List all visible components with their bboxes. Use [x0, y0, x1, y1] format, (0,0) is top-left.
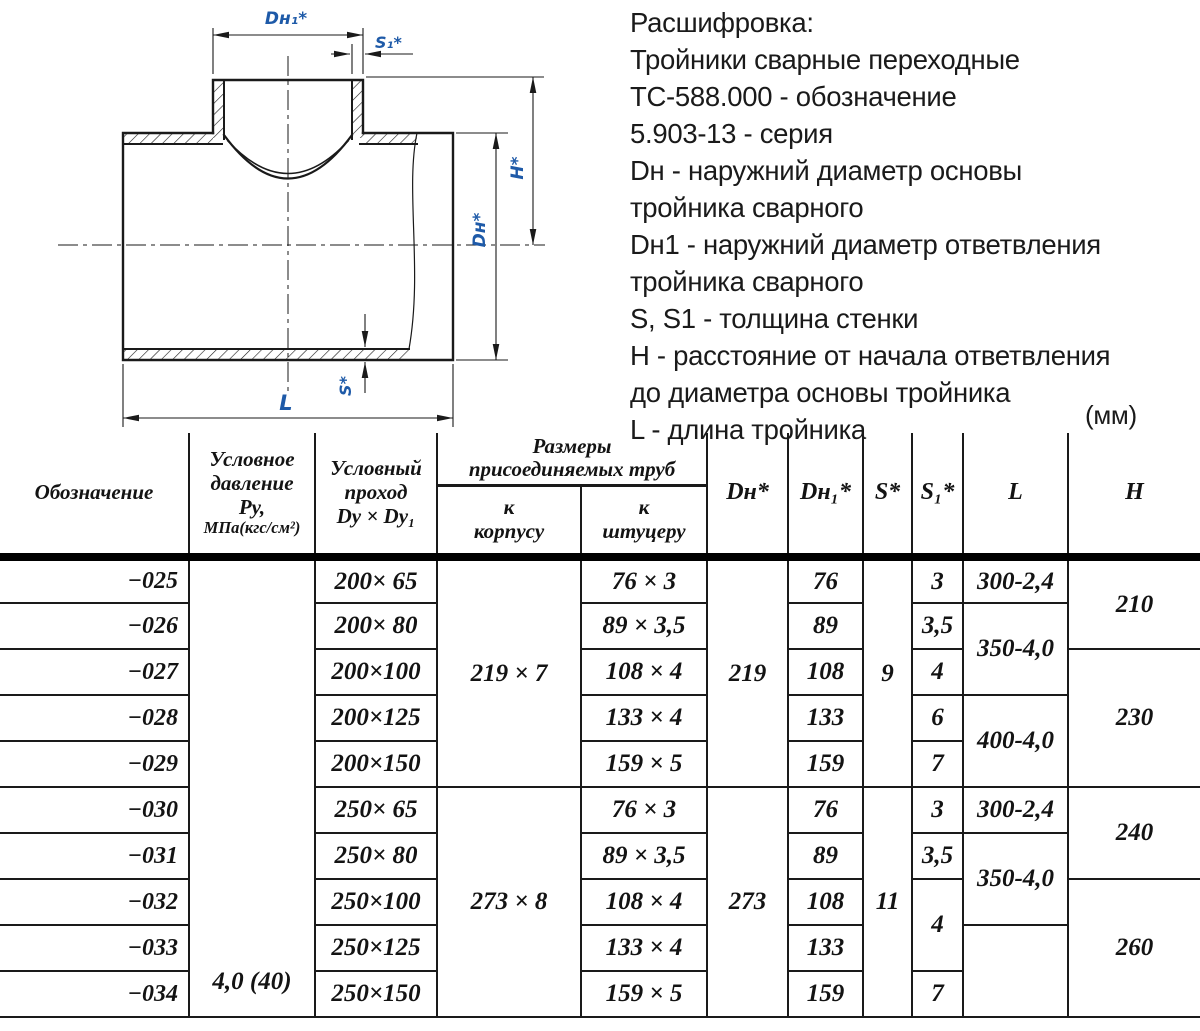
header-line: штуцеру	[602, 518, 686, 543]
cell-des: −034	[0, 971, 189, 1017]
cell-s1: 3	[912, 787, 963, 833]
cell-du: 200×100	[315, 649, 437, 695]
col-header-designation: Обозначение	[0, 433, 189, 557]
cell-H: 210	[1068, 557, 1200, 649]
table-row	[0, 695, 1200, 741]
cell-sht: 108 × 4	[581, 649, 707, 695]
cell-dn1: 108	[788, 879, 863, 925]
col-header-to-branch	[581, 485, 707, 557]
dim-label-dn: Dн*	[470, 212, 490, 248]
decode-line: 5.903-13 - серия	[630, 118, 833, 149]
cell-sht: 133 × 4	[581, 925, 707, 971]
decode-line: тройника сварного	[630, 266, 864, 297]
cell-dn1: 76	[788, 787, 863, 833]
decode-text-block	[630, 4, 1196, 448]
dimensions-table	[0, 433, 1200, 1018]
dim-label-s: S*	[336, 376, 355, 396]
dim-label-h: H*	[508, 156, 528, 180]
hatching	[123, 80, 417, 360]
header-line: МПа(кгс/см²)	[203, 518, 301, 538]
cell-s1: 4	[912, 649, 963, 695]
cell-korp: 219 × 7	[437, 557, 581, 787]
col-header-pipes-group	[437, 433, 707, 485]
col-header-to-body	[437, 485, 581, 557]
cell-L: 400-4,0	[963, 695, 1068, 787]
cell-L: 350-4,0	[963, 603, 1068, 695]
cell-L: 300-2,4	[963, 787, 1068, 833]
col-header-dn1: Dн₁*	[788, 433, 863, 557]
header-line: к	[638, 495, 650, 520]
header-line: давление	[210, 470, 294, 495]
col-header-s1: S₁*	[912, 433, 963, 557]
cell-du: 200× 80	[315, 603, 437, 649]
cell-dn: 219	[707, 557, 788, 787]
cell-du: 250× 80	[315, 833, 437, 879]
cell-des: −029	[0, 741, 189, 787]
cell-sht: 89 × 3,5	[581, 603, 707, 649]
cell-s: 9	[863, 557, 912, 787]
dim-label-s1: S₁*	[375, 33, 402, 52]
table-row	[0, 557, 1200, 603]
decode-line: L - длина тройника	[630, 414, 866, 445]
decode-line: Dн - наружний диаметр основы	[630, 155, 1022, 186]
decode-line: Тройники сварные переходные	[630, 44, 1020, 75]
cell-des: −025	[0, 557, 189, 603]
units-label: (мм)	[1085, 400, 1137, 430]
cell-dn1: 159	[788, 971, 863, 1017]
cell-s1: 7	[912, 971, 963, 1017]
cell-s: 11	[863, 787, 912, 1017]
header-line: Ру,	[238, 494, 266, 519]
cell-sht: 76 × 3	[581, 557, 707, 603]
cell-s1: 3	[912, 557, 963, 603]
cell-des: −033	[0, 925, 189, 971]
header-line: корпусу	[473, 518, 545, 543]
cell-des: −032	[0, 879, 189, 925]
decode-line: Н - расстояние от начала ответвления	[630, 340, 1111, 371]
cell-s1: 3,5	[912, 833, 963, 879]
cell-dn1: 76	[788, 557, 863, 603]
table-row	[0, 603, 1200, 649]
dimensions-table-body	[0, 557, 1200, 1017]
decode-line: тройника сварного	[630, 192, 864, 223]
cell-dn1: 133	[788, 695, 863, 741]
cell-sht: 133 × 4	[581, 695, 707, 741]
header-line: проход	[344, 480, 408, 505]
cell-sht: 159 × 5	[581, 741, 707, 787]
header-line: Условный	[330, 456, 422, 481]
cell-sht: 89 × 3,5	[581, 833, 707, 879]
cell-du: 250×100	[315, 879, 437, 925]
decode-line: Расшифровка:	[630, 7, 814, 38]
table-row	[0, 833, 1200, 879]
cell-sht: 76 × 3	[581, 787, 707, 833]
cell-dn1: 89	[788, 603, 863, 649]
decode-line: Dн1 - наружний диаметр ответвления	[630, 229, 1101, 260]
cell-L: 350-4,0	[963, 833, 1068, 925]
cell-s1: 3,5	[912, 603, 963, 649]
cell-du: 200×125	[315, 695, 437, 741]
cell-des: −026	[0, 603, 189, 649]
cell-s1: 7	[912, 741, 963, 787]
col-header-dn: Dн*	[707, 433, 788, 557]
cell-du: 250×125	[315, 925, 437, 971]
cell-s1: 4	[912, 879, 963, 971]
cell-L: 300-2,4	[963, 557, 1068, 603]
cell-H: 230	[1068, 649, 1200, 787]
dim-label-l: L	[279, 391, 293, 415]
header-line: Dу × Dу₁	[336, 503, 416, 528]
cell-L	[963, 925, 1068, 1017]
decode-line: ТС-588.000 - обозначение	[630, 81, 957, 112]
decode-line: до диаметра основы тройника	[630, 377, 1011, 408]
cell-dn1: 89	[788, 833, 863, 879]
cell-du: 250×150	[315, 971, 437, 1017]
cell-press: 4,0 (40)	[189, 557, 315, 1017]
cell-H: 260	[1068, 879, 1200, 1017]
col-header-h: H	[1068, 433, 1200, 557]
col-header-pressure	[189, 433, 315, 557]
cell-des: −030	[0, 787, 189, 833]
cell-des: −031	[0, 833, 189, 879]
cell-des: −027	[0, 649, 189, 695]
col-header-bore	[315, 433, 437, 557]
cell-sht: 108 × 4	[581, 879, 707, 925]
header-line: к	[503, 495, 515, 520]
cell-korp: 273 × 8	[437, 787, 581, 1017]
cell-sht: 159 × 5	[581, 971, 707, 1017]
cell-du: 200×150	[315, 741, 437, 787]
cell-des: −028	[0, 695, 189, 741]
cell-dn: 273	[707, 787, 788, 1017]
table-row	[0, 925, 1200, 971]
cell-dn1: 159	[788, 741, 863, 787]
break-line	[409, 133, 417, 349]
col-header-s: S*	[863, 433, 912, 557]
decode-line: S, S1 - толщина стенки	[630, 303, 919, 334]
col-header-l: L	[963, 433, 1068, 557]
table-row	[0, 787, 1200, 833]
header-line: присоединяемых труб	[468, 457, 676, 482]
cell-s1: 6	[912, 695, 963, 741]
dim-label-dn1: Dн₁*	[264, 9, 308, 29]
cell-du: 200× 65	[315, 557, 437, 603]
cell-H: 240	[1068, 787, 1200, 879]
header-line: Условное	[209, 447, 295, 472]
cell-dn1: 108	[788, 649, 863, 695]
cell-du: 250× 65	[315, 787, 437, 833]
cell-dn1: 133	[788, 925, 863, 971]
header-line: Размеры	[532, 433, 612, 458]
tee-drawing	[0, 0, 620, 430]
